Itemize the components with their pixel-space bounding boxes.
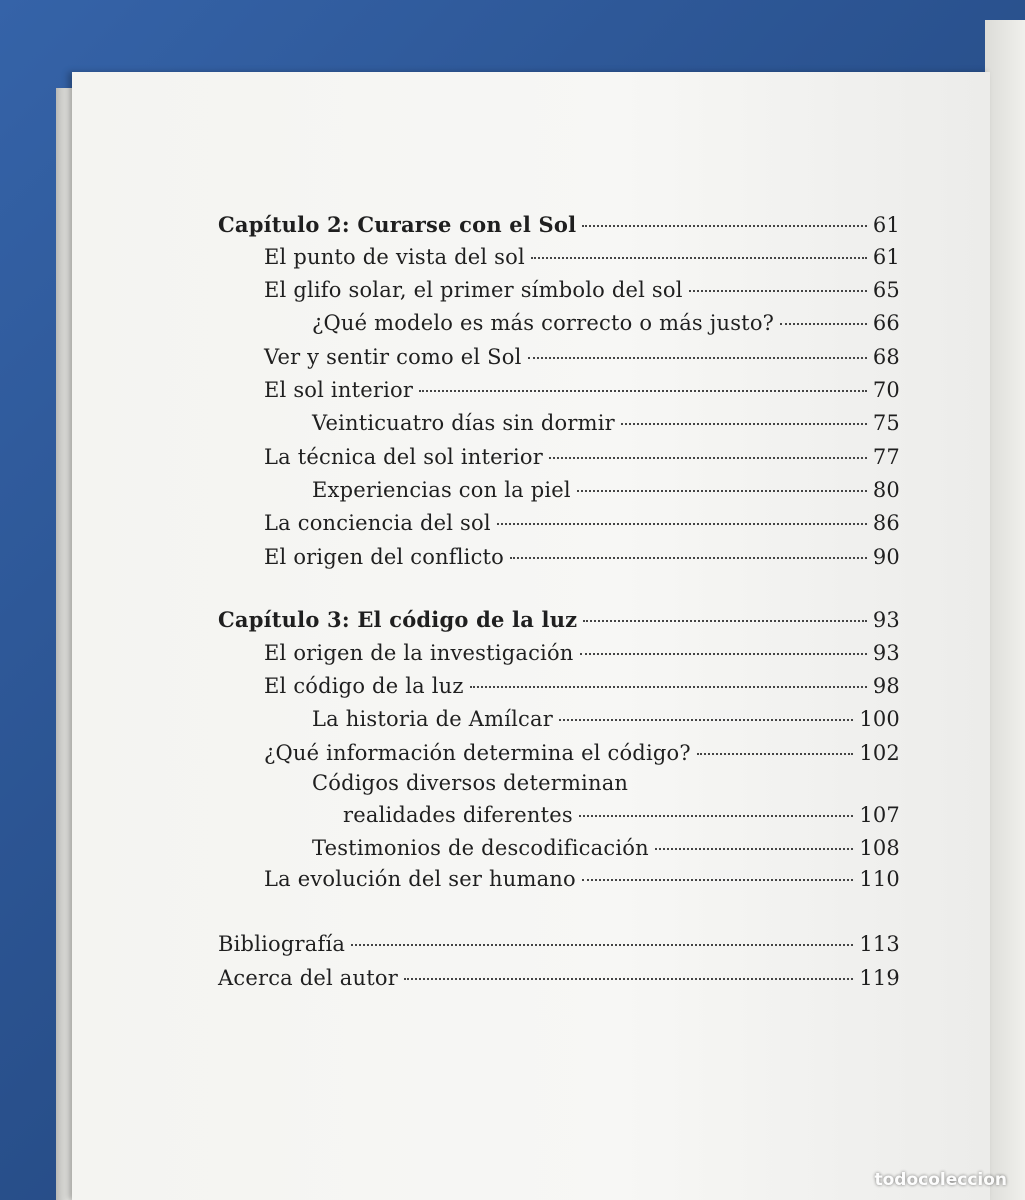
toc-entry-label: La evolución del ser humano (264, 867, 576, 891)
toc-entry-page: 65 (872, 278, 900, 302)
toc-entry (264, 867, 900, 891)
toc-entry-label: La historia de Amílcar (312, 707, 553, 731)
leader-dots (497, 523, 867, 525)
leader-dots (621, 423, 867, 425)
toc-entry (264, 545, 900, 569)
leader-dots (351, 944, 853, 946)
toc-entry-label: El glifo solar, el primer símbolo del sol (264, 278, 683, 302)
watermark-logo: todocoleccion (874, 1170, 1007, 1190)
leader-dots (510, 557, 867, 559)
leader-dots (470, 686, 867, 688)
leader-dots (549, 457, 867, 459)
toc-entry-label: El código de la luz (264, 674, 464, 698)
toc-entry-page: 119 (859, 966, 900, 990)
leader-dots (689, 290, 867, 292)
toc-entry-page: 102 (859, 741, 900, 765)
toc-entry-label: Ver y sentir como el Sol (264, 345, 522, 369)
toc-entry (264, 445, 900, 469)
toc-entry-bibliography (218, 932, 900, 956)
toc-entry (264, 641, 900, 665)
toc-entry-page: 61 (872, 245, 900, 269)
toc-entry-page: 90 (872, 545, 900, 569)
toc-entry-page: 61 (872, 213, 900, 237)
toc-entry-label: El origen del conflicto (264, 545, 505, 569)
toc-entry-label: realidades diferentes (343, 803, 573, 827)
toc-entry-label: ¿Qué información determina el código? (264, 741, 691, 765)
leader-dots (582, 225, 867, 227)
toc-entry-label: Experiencias con la piel (312, 478, 571, 502)
leader-dots (697, 753, 854, 755)
leader-dots (419, 390, 867, 392)
toc-entry-page: 107 (859, 803, 900, 827)
leader-dots (404, 978, 853, 980)
toc-entry (343, 803, 900, 827)
leader-dots (577, 490, 867, 492)
leader-dots (579, 815, 853, 817)
toc-entry-page: 66 (872, 311, 900, 335)
leader-dots (583, 620, 867, 622)
toc-entry-label: ¿Qué modelo es más correcto o más justo? (312, 311, 775, 335)
toc-entry-label: Testimonios de descodificación (312, 836, 649, 860)
toc-entry (264, 741, 900, 765)
toc-entry-page: 86 (872, 511, 900, 535)
toc-entry (264, 278, 900, 302)
toc-entry-label: La conciencia del sol (264, 511, 491, 535)
toc-entry-label: El sol interior (264, 378, 414, 402)
toc-entry-label: El origen de la investigación (264, 641, 574, 665)
toc-entry-page: 75 (872, 411, 900, 435)
toc-entry-label: La técnica del sol interior (264, 445, 543, 469)
toc-chapter-3 (218, 607, 900, 632)
toc-entry (264, 345, 900, 369)
toc-entry-page: 113 (859, 932, 900, 956)
leader-dots (582, 879, 853, 881)
toc-entry (312, 478, 900, 502)
toc-entry-page: 70 (872, 378, 900, 402)
toc-entry (264, 378, 900, 402)
leader-dots (580, 653, 867, 655)
toc-entry (312, 836, 900, 860)
toc-entry-label: Códigos diversos determinan (312, 771, 629, 795)
toc-entry-page: 68 (872, 345, 900, 369)
toc-entry-page: 77 (872, 445, 900, 469)
toc-entry-label: Bibliografía (218, 932, 346, 956)
toc-entry-page: 108 (859, 836, 900, 860)
toc-entry-label: El punto de vista del sol (264, 245, 525, 269)
toc-entry-page: 110 (859, 867, 900, 891)
toc-entry (312, 311, 900, 335)
toc-entry (264, 674, 900, 698)
leader-dots (528, 357, 867, 359)
toc-entry-label: Capítulo 3: El código de la luz (218, 607, 578, 632)
leader-dots (531, 257, 867, 259)
toc-entry-label: Capítulo 2: Curarse con el Sol (218, 212, 577, 237)
toc-entry-label: Acerca del autor (218, 966, 398, 990)
toc-entry-page: 98 (872, 674, 900, 698)
toc-entry-label: Veinticuatro días sin dormir (312, 411, 615, 435)
toc-entry-page: 93 (872, 608, 900, 632)
toc-entry-page: 93 (872, 641, 900, 665)
toc-entry (312, 411, 900, 435)
leader-dots (780, 323, 867, 325)
toc-chapter-2 (218, 212, 900, 237)
toc-entry-page: 100 (859, 707, 900, 731)
leader-dots (655, 848, 854, 850)
toc-entry (264, 511, 900, 535)
toc-entry (312, 771, 900, 795)
toc-entry (312, 707, 900, 731)
leader-dots (559, 719, 853, 721)
toc-entry (264, 245, 900, 269)
toc-entry-page: 80 (872, 478, 900, 502)
toc-entry-about-author (218, 966, 900, 990)
